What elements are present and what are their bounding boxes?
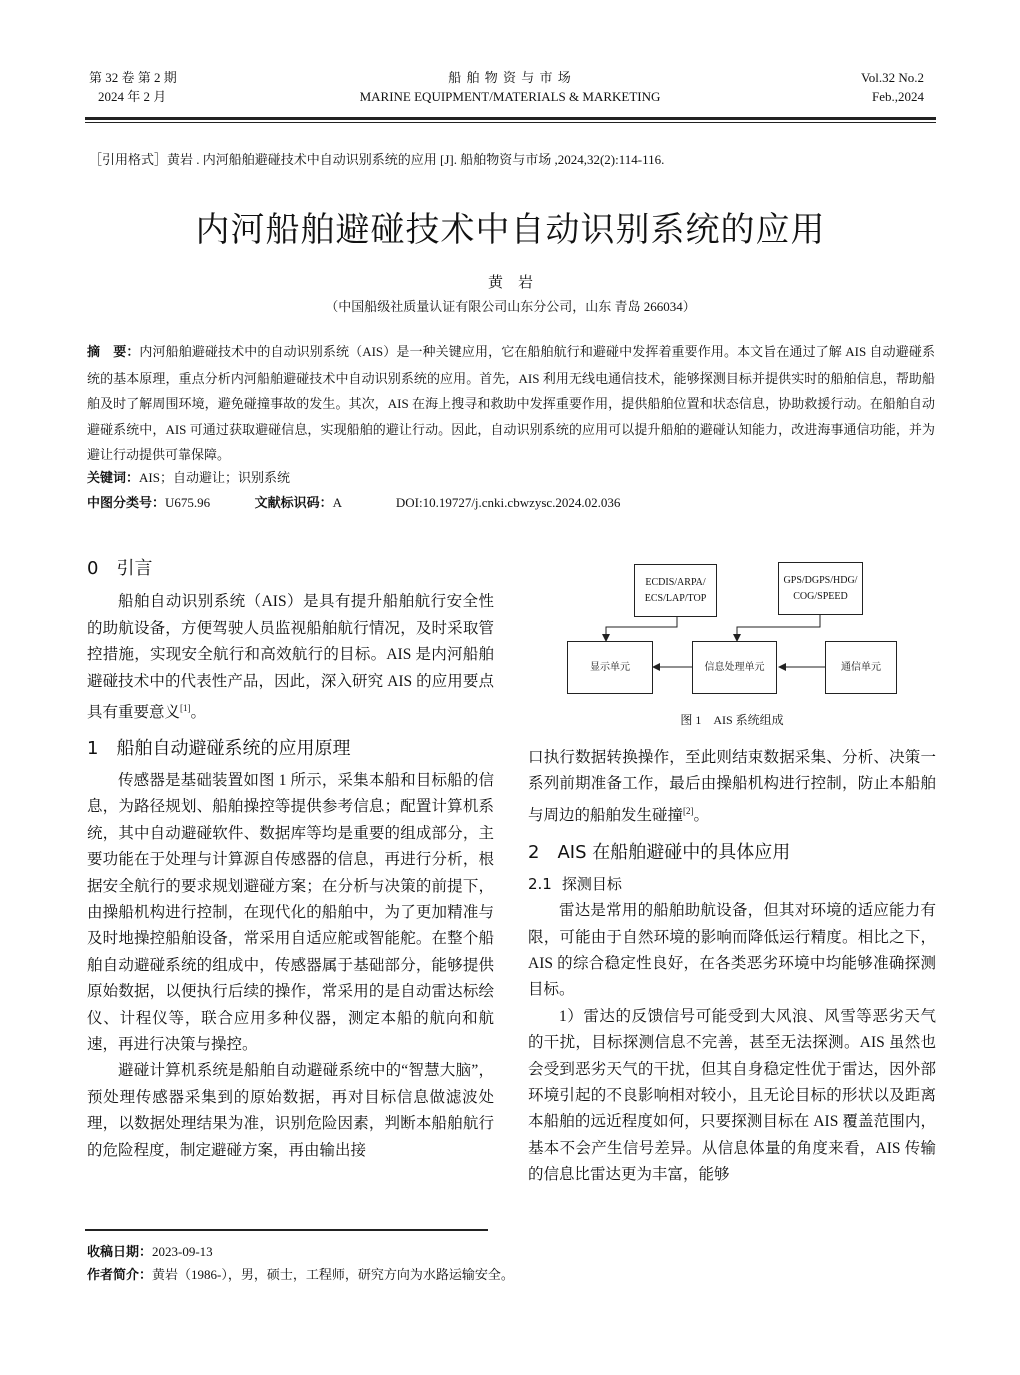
intro-paragraph <box>87 589 494 726</box>
box-processing-unit: 信息处理单元 <box>692 641 777 694</box>
doc-code-label: 文献标识码： <box>254 496 333 511</box>
arrow-ecdis-to-display <box>606 615 677 641</box>
header-rule-thin <box>85 122 936 123</box>
received-label: 收稿日期： <box>87 1245 153 1260</box>
header-journal-en: MARINE EQUIPMENT/MATERIALS & MARKETING <box>359 89 661 104</box>
continued-end: 。 <box>693 806 710 824</box>
continued-text: 口执行数据转换操作，至此则结束数据采集、分析、决策一系列前期准备工作，最后由操船机构进行控制，防止本船舶与周边的船舶发生碰撞 <box>528 749 936 824</box>
footnote <box>87 1241 514 1287</box>
abstract-text: 内河船舶避碰技术中的自动识别系统（AIS）是一种关键应用，它在船舶航行和避碰中发挥着重要作用。本文旨在通过了解 AIS 自动避碰系统的基本原理，重点分析内河船舶避碰技术中自动识别系统的应用。首先，AIS 利用无线电通信技术，能够探测目标并提供实时的船舶信息，帮助船舶及时了解周围环境，避免碰撞事故的发生。其次，AIS 在海上搜寻和救助中发挥重要作用，提供船舶位置和状态信息，协助救援行动。在船舶自动避碰系统中，AIS 可通过获取避碰信息，实现船舶的避让行动。因此，自动识别系统的应用可以提升船舶的避碰认知能力，改进海事通信功能，并为避让行动提供可靠保障。 <box>87 344 935 462</box>
citation <box>89 149 664 168</box>
box-gps-line2: COG/SPEED <box>793 590 848 602</box>
section-2-heading <box>528 840 936 866</box>
author-bio-text: 黄岩（1986-），男，硕士，工程师，研究方向为水路运输安全。 <box>152 1267 514 1282</box>
header-journal <box>300 68 720 106</box>
section-2-1-paragraph-2: 1）雷达的反馈信号可能受到大风浪、风雪等恶劣天气的干扰，目标探测信息不完善，甚至无法探测。AIS 虽然也会受到恶劣天气的干扰，但其自身稳定性优于雷达，因外部环境引起的不良影响相对较小，且无论目标的形状以及距离本船舶的远近程度如何，只要探测目标在 AIS 覆盖范围内，基本不会产生信号差异。从信息体量的角度来看，AIS 传输的信息比雷达更为丰富，能够 <box>528 1007 936 1184</box>
abstract <box>87 339 935 468</box>
subsection-2-1-heading <box>528 871 936 897</box>
header-vol-en <box>861 68 924 106</box>
clc-label: 中图分类号： <box>87 496 166 511</box>
author: 黄 岩 <box>487 273 533 291</box>
subsection-2-1-title: 探测目标 <box>561 874 622 893</box>
doi-label: DOI: <box>395 495 423 510</box>
right-column <box>528 745 936 1189</box>
section-2-number: 2 <box>528 842 540 864</box>
received-date <box>87 1241 514 1264</box>
box-display-unit: 显示单元 <box>567 641 653 694</box>
paper-title-wrap <box>85 202 936 251</box>
section-0-heading <box>87 556 494 582</box>
affiliation: （中国船级社质量认证有限公司山东分公司，山东 青岛 266034） <box>325 299 696 314</box>
keywords-label: 关键词： <box>87 471 140 486</box>
classification <box>87 492 935 511</box>
header-journal-cn: 船 舶 物 资 与 市 场 <box>448 70 572 85</box>
section-2-title: AIS 在船舶避碰中的具体应用 <box>557 842 791 864</box>
header-date-cn: 2024 年 2 月 <box>98 89 167 104</box>
citation-label: ［引用格式］ <box>89 153 168 168</box>
figure-1-caption: 图 1 AIS 系统组成 <box>680 713 784 727</box>
box-ecdis-line2: ECS/LAP/TOP <box>644 592 707 604</box>
subsection-2-1-number: 2.1 <box>528 874 552 893</box>
author-bio-label: 作者简介： <box>87 1268 153 1283</box>
ref-1: [1] <box>180 703 191 714</box>
received-value: 2023-09-13 <box>152 1244 213 1259</box>
arrow-gps-to-processing <box>737 615 820 641</box>
box-ecdis <box>634 564 717 617</box>
keywords <box>87 467 290 486</box>
section-1-title: 船舶自动避碰系统的应用原理 <box>116 737 351 759</box>
section-1-heading <box>87 736 494 762</box>
doi-value: 10.19727/j.cnki.cbwzysc.2024.02.036 <box>422 495 621 510</box>
box-gps <box>778 562 863 615</box>
figure-1 <box>557 555 907 735</box>
header-vol-no: Vol.32 No.2 <box>861 70 924 85</box>
intro-end: 。 <box>190 704 207 722</box>
header-rule-thick <box>85 117 936 120</box>
ref-2: [2] <box>683 805 694 816</box>
box-ecdis-line1: ECDIS/ARPA/ <box>645 576 706 588</box>
footnote-rule <box>85 1229 488 1231</box>
header-volume-issue: 第 32 卷 第 2 期 <box>89 70 177 85</box>
continued-paragraph <box>528 745 936 829</box>
keywords-text: AIS；自动避让；识别系统 <box>139 470 290 485</box>
section-0-title: 引言 <box>116 558 153 579</box>
clc-code: U675.96 <box>165 495 211 510</box>
header-date-en: Feb.,2024 <box>872 89 924 104</box>
section-1-paragraph-2: 避碰计算机系统是船舶自动避碰系统中的“智慧大脑”，预处理传感器采集到的原始数据，再对目标信息做滤波处理，以数据处理结果为准，识别危险因素，判断本船舶航行的危险程度，制定避碰方案，再由输出接 <box>87 1062 494 1159</box>
section-2-1-paragraph-1: 雷达是常用的船舶助航设备，但其对环境的适应能力有限，可能由于自然环境的影响而降低运行精度。相比之下，AIS 的综合稳定性良好，在各类恶劣环境中均能够准确探测目标。 <box>528 902 936 999</box>
box-gps-line1: GPS/DGPS/HDG/ <box>783 574 858 586</box>
citation-text: 黄岩 . 内河船舶避碰技术中自动识别系统的应用 [J]. 船舶物资与市场 ,2024,32(2):114-116. <box>167 152 665 167</box>
abstract-label: 摘 要： <box>87 345 140 360</box>
left-column <box>87 556 494 1164</box>
paper-title: 内河船舶避碰技术中自动识别系统的应用 <box>195 210 826 250</box>
section-1-paragraph-1: 传感器是基础装置如图 1 所示，采集本船和目标船的信息，为路径规划、船舶操控等提供参考信息；配置计算机系统，其中自动避碰软件、数据库等均是重要的组成部分，主要功能在于处理与计算源自传感器的信息，再进行分析，根据安全航行的要求规划避碰方案；在分析与决策的前提下，由操船机构进行控制，在现代化的船舶中，为了更加精准与及时地操控船舶设备，常采用自适应舵或智能舵。在整个船舶自动避碰系统的组成中，传感器属于基础部分，能够提供原始数据，以便执行后续的操作，常采用的是自动雷达标绘仪、计程仪等，联合应用多种仪器，测定本船的航向和航速，再进行决策与操控。 <box>87 772 494 1054</box>
box-comm-unit: 通信单元 <box>825 641 897 694</box>
section-1-number: 1 <box>87 737 99 759</box>
section-0-number: 0 <box>87 558 99 579</box>
author-bio <box>87 1264 514 1287</box>
doc-code: A <box>332 495 342 510</box>
header-volume <box>89 68 177 106</box>
intro-text: 船舶自动识别系统（AIS）是具有提升船舶航行安全性的助航设备，方便驾驶人员监视船舶航行情况，及时采取管控措施，实现安全航行和高效航行的目标。AIS 是内河船舶避碰技术中的代表性产品，因此，深入研究 AIS 的应用要点具有重要意义 <box>87 593 494 722</box>
